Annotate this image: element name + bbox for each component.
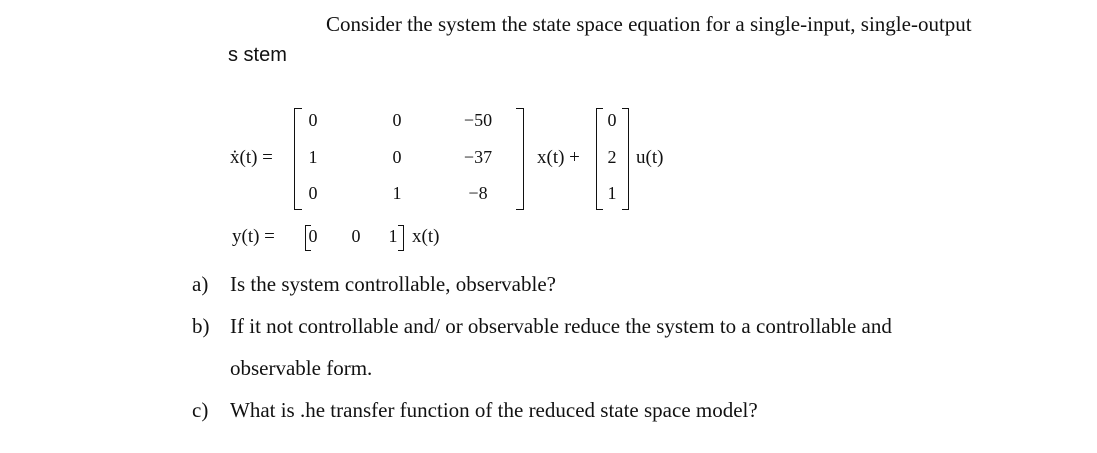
intro-text: Consider the system the state space equation for a single-input, single-output xyxy=(326,12,972,36)
matrix-a-cell: 0 xyxy=(308,110,318,130)
matrix-a-cell: −50 xyxy=(463,110,493,130)
output-equation-lhs: y(t) = xyxy=(232,226,275,247)
intro-continuation: s stem xyxy=(228,44,287,66)
state-equation-rhs: u(t) xyxy=(636,147,664,168)
matrix-a-cell: 1 xyxy=(392,183,402,203)
question-b-text: If it not controllable and/ or observable reduce the system to a controllable and xyxy=(230,314,892,338)
question-b-label: b) xyxy=(192,314,210,338)
question-b-continuation: observable form. xyxy=(230,356,373,380)
state-equation-mid: x(t) + xyxy=(537,147,580,168)
matrix-a-cell: 0 xyxy=(392,147,402,167)
question-a-text: Is the system controllable, observable? xyxy=(230,272,556,296)
question-c-text: What is .he transfer function of the reduced state space model? xyxy=(230,398,758,422)
matrix-a-cell: −37 xyxy=(463,147,493,167)
matrix-c-cell: 1 xyxy=(388,226,398,246)
matrix-a-cell: 0 xyxy=(308,183,318,203)
matrix-c-cell: 0 xyxy=(351,226,361,246)
matrix-a-cell: 1 xyxy=(308,147,318,167)
matrix-b-cell: 0 xyxy=(607,110,617,130)
matrix-a-cell: −8 xyxy=(468,183,488,203)
matrix-b-cell: 2 xyxy=(607,147,617,167)
matrix-b-cell: 1 xyxy=(607,183,617,203)
matrix-a-right-bracket xyxy=(516,108,524,210)
output-equation-rhs: x(t) xyxy=(412,226,440,247)
question-c-label: c) xyxy=(192,398,209,422)
matrix-c-cell: 0 xyxy=(308,226,318,246)
matrix-a-cell: 0 xyxy=(392,110,402,130)
state-equation-lhs: ẋ(t) = xyxy=(230,147,273,168)
question-a-label: a) xyxy=(192,272,209,296)
